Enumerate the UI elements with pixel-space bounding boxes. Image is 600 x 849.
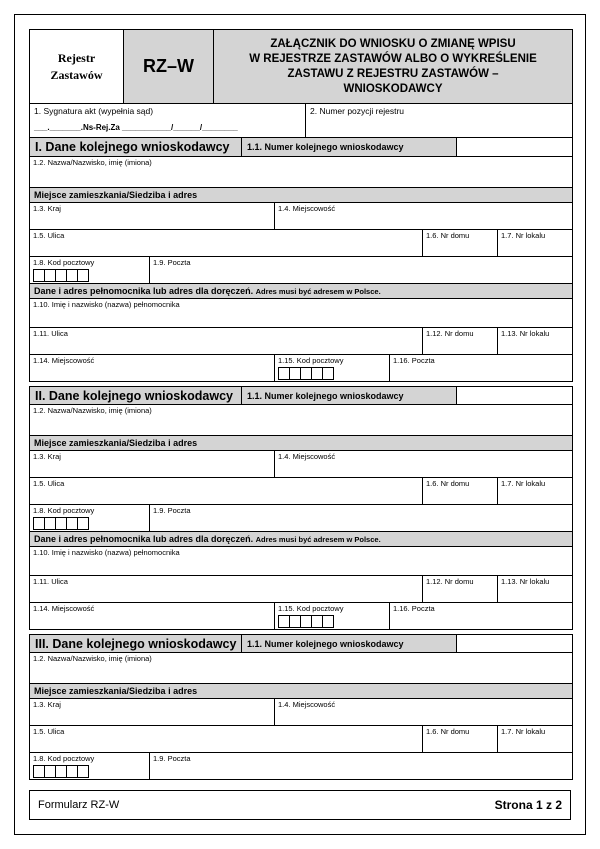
row-name-2 xyxy=(29,405,573,436)
field-1-2-label: 1.2. Nazwa/Nazwisko, imię (imiona) xyxy=(33,158,152,167)
field-2-13-label: 1.13. Nr lokalu xyxy=(501,577,550,586)
proxy-header-text-2: Dane i adres pełnomocnika lub adres dla doręczeń. xyxy=(34,534,254,544)
field-2-8-label: 1.8. Kod pocztowy xyxy=(33,506,95,515)
row-proxy-name-2 xyxy=(29,547,573,576)
form-footer xyxy=(29,790,571,820)
field-1-11-label: 1.11. Ulica xyxy=(33,329,68,338)
field-2-3[interactable] xyxy=(30,451,274,477)
registry-position-field[interactable] xyxy=(306,104,572,137)
section-title-3: III. Dane kolejnego wnioskodawcy xyxy=(30,635,242,652)
field-3-2-label: 1.2. Nazwa/Nazwisko, imię (imiona) xyxy=(33,654,152,663)
postal-code-boxes[interactable] xyxy=(33,269,88,282)
field-1-11[interactable] xyxy=(30,328,422,354)
section-number-input-3[interactable] xyxy=(457,635,572,652)
row-postal-3 xyxy=(29,753,573,780)
row-street-2 xyxy=(29,478,573,505)
field-2-13[interactable] xyxy=(497,576,572,602)
field-3-9[interactable] xyxy=(149,753,572,779)
postal-code-boxes[interactable] xyxy=(33,765,88,778)
field-2-7-label: 1.7. Nr lokalu xyxy=(501,479,546,488)
field-3-8[interactable] xyxy=(30,753,149,779)
field-2-14-label: 1.14. Miejscowość xyxy=(33,604,95,613)
field-1-7[interactable] xyxy=(497,230,572,256)
field-2-10-label: 1.10. Imię i nazwisko (nazwa) pełnomocnika xyxy=(33,548,180,557)
row-country-city-1 xyxy=(29,203,573,230)
field-1-10[interactable] xyxy=(30,299,572,327)
field-2-5-label: 1.5. Ulica xyxy=(33,479,65,488)
row-postal-1 xyxy=(29,257,573,284)
field-1-3[interactable] xyxy=(30,203,274,229)
row-proxy-name-1 xyxy=(29,299,573,328)
field-1-15[interactable] xyxy=(274,355,389,381)
field-1-13-label: 1.13. Nr lokalu xyxy=(501,329,550,338)
field-3-3-label: 1.3. Kraj xyxy=(33,700,61,709)
field-1-16[interactable] xyxy=(389,355,572,381)
address-header-2: Miejsce zamieszkania/Siedziba i adres xyxy=(29,436,573,451)
field-1-12[interactable] xyxy=(422,328,497,354)
row-proxy-street-2 xyxy=(29,576,573,603)
case-signature-label: 1. Sygnatura akt (wypełnia sąd) xyxy=(34,106,154,116)
row-proxy-city-1 xyxy=(29,355,573,382)
row-street-3 xyxy=(29,726,573,753)
field-2-6-label: 1.6. Nr domu xyxy=(426,479,470,488)
field-2-15-label: 1.15. Kod pocztowy xyxy=(278,604,344,613)
field-3-5-label: 1.5. Ulica xyxy=(33,727,65,736)
proxy-header-1 xyxy=(29,284,573,299)
form-title xyxy=(214,30,572,103)
field-3-7-label: 1.7. Nr lokalu xyxy=(501,727,546,736)
field-1-8-label: 1.8. Kod pocztowy xyxy=(33,258,95,267)
form-page xyxy=(14,14,586,835)
section-band-3 xyxy=(29,634,573,653)
field-2-4[interactable] xyxy=(274,451,572,477)
field-1-9[interactable] xyxy=(149,257,572,283)
field-1-16-label: 1.16. Poczta xyxy=(393,356,435,365)
field-1-4[interactable] xyxy=(274,203,572,229)
field-2-14[interactable] xyxy=(30,603,274,629)
field-1-5[interactable] xyxy=(30,230,422,256)
title-line-3: ZASTAWU Z REJESTRU ZASTAWÓW – xyxy=(287,68,499,80)
section-number-label-1: 1.1. Numer kolejnego wnioskodawcy xyxy=(242,138,457,156)
form-header xyxy=(29,29,573,104)
section-band-1 xyxy=(29,138,573,157)
field-3-7[interactable] xyxy=(497,726,572,752)
field-2-9[interactable] xyxy=(149,505,572,531)
field-3-4-label: 1.4. Miejscowość xyxy=(278,700,336,709)
field-2-10[interactable] xyxy=(30,547,572,575)
field-3-4[interactable] xyxy=(274,699,572,725)
field-1-4-label: 1.4. Miejscowość xyxy=(278,204,336,213)
field-2-2[interactable] xyxy=(30,405,572,435)
field-3-8-label: 1.8. Kod pocztowy xyxy=(33,754,95,763)
section-title-2: II. Dane kolejnego wnioskodawcy xyxy=(30,387,242,404)
footer-form-id: Formularz RZ-W xyxy=(38,799,120,811)
field-1-6-label: 1.6. Nr domu xyxy=(426,231,470,240)
field-1-8[interactable] xyxy=(30,257,149,283)
logo-line-2: Zastawów xyxy=(50,67,103,82)
field-1-3-label: 1.3. Kraj xyxy=(33,204,61,213)
field-1-9-label: 1.9. Poczta xyxy=(153,258,191,267)
field-2-15[interactable] xyxy=(274,603,389,629)
field-1-2[interactable] xyxy=(30,157,572,187)
field-2-2-label: 1.2. Nazwa/Nazwisko, imię (imiona) xyxy=(33,406,152,415)
field-3-6-label: 1.6. Nr domu xyxy=(426,727,470,736)
field-2-11[interactable] xyxy=(30,576,422,602)
address-header-1: Miejsce zamieszkania/Siedziba i adres xyxy=(29,188,573,203)
field-2-16-label: 1.16. Poczta xyxy=(393,604,435,613)
proxy-header-text-1: Dane i adres pełnomocnika lub adres dla doręczeń. xyxy=(34,286,254,296)
field-3-6[interactable] xyxy=(422,726,497,752)
meta-row xyxy=(29,104,573,138)
case-signature-field[interactable] xyxy=(30,104,306,137)
section-number-label-2: 1.1. Numer kolejnego wnioskodawcy xyxy=(242,387,457,404)
field-1-14-label: 1.14. Miejscowość xyxy=(33,356,95,365)
row-street-1 xyxy=(29,230,573,257)
field-2-6[interactable] xyxy=(422,478,497,504)
proxy-postal-code-boxes[interactable] xyxy=(278,615,333,628)
postal-code-boxes[interactable] xyxy=(33,517,88,530)
proxy-header-note-2: Adres musi być adresem w Polsce. xyxy=(255,535,381,544)
title-line-1: ZAŁĄCZNIK DO WNIOSKU O ZMIANĘ WPISU xyxy=(270,38,516,50)
row-postal-2 xyxy=(29,505,573,532)
field-1-13[interactable] xyxy=(497,328,572,354)
section-number-label-3: 1.1. Numer kolejnego wnioskodawcy xyxy=(242,635,457,652)
field-2-16[interactable] xyxy=(389,603,572,629)
row-country-city-2 xyxy=(29,451,573,478)
row-proxy-city-2 xyxy=(29,603,573,630)
case-signature-value: ___._______.Ns-Rej.Za ___________/______/________ xyxy=(34,123,238,132)
field-1-6[interactable] xyxy=(422,230,497,256)
section-number-input-1[interactable] xyxy=(457,138,572,156)
registry-logo xyxy=(30,30,124,103)
field-2-12[interactable] xyxy=(422,576,497,602)
field-3-3[interactable] xyxy=(30,699,274,725)
row-name-3 xyxy=(29,653,573,684)
field-1-10-label: 1.10. Imię i nazwisko (nazwa) pełnomocnika xyxy=(33,300,180,309)
field-2-12-label: 1.12. Nr domu xyxy=(426,577,474,586)
field-1-15-label: 1.15. Kod pocztowy xyxy=(278,356,344,365)
field-2-4-label: 1.4. Miejscowość xyxy=(278,452,336,461)
title-line-4: WNIOSKODAWCY xyxy=(343,83,443,95)
field-1-7-label: 1.7. Nr lokalu xyxy=(501,231,546,240)
proxy-header-note-1: Adres musi być adresem w Polsce. xyxy=(255,287,381,296)
field-1-5-label: 1.5. Ulica xyxy=(33,231,65,240)
title-line-2: W REJESTRZE ZASTAWÓW ALBO O WYKREŚLENIE xyxy=(249,53,537,65)
proxy-header-2 xyxy=(29,532,573,547)
section-title-1: I. Dane kolejnego wnioskodawcy xyxy=(30,138,242,156)
field-2-7[interactable] xyxy=(497,478,572,504)
field-1-12-label: 1.12. Nr domu xyxy=(426,329,474,338)
field-2-3-label: 1.3. Kraj xyxy=(33,452,61,461)
field-2-9-label: 1.9. Poczta xyxy=(153,506,191,515)
registry-position-label: 2. Numer pozycji rejestru xyxy=(310,106,405,116)
field-2-8[interactable] xyxy=(30,505,149,531)
address-header-3: Miejsce zamieszkania/Siedziba i adres xyxy=(29,684,573,699)
field-3-5[interactable] xyxy=(30,726,422,752)
proxy-postal-code-boxes[interactable] xyxy=(278,367,333,380)
logo-line-1: Rejestr xyxy=(57,50,96,65)
field-2-11-label: 1.11. Ulica xyxy=(33,577,68,586)
field-3-2[interactable] xyxy=(30,653,572,683)
row-name-1 xyxy=(29,157,573,188)
field-1-14[interactable] xyxy=(30,355,274,381)
field-2-5[interactable] xyxy=(30,478,422,504)
section-number-input-2[interactable] xyxy=(457,387,572,404)
section-band-2 xyxy=(29,386,573,405)
row-country-city-3 xyxy=(29,699,573,726)
footer-page-number: Strona 1 z 2 xyxy=(494,798,562,812)
field-3-9-label: 1.9. Poczta xyxy=(153,754,191,763)
form-code: RZ–W xyxy=(124,30,214,103)
form-body xyxy=(29,29,573,780)
row-proxy-street-1 xyxy=(29,328,573,355)
